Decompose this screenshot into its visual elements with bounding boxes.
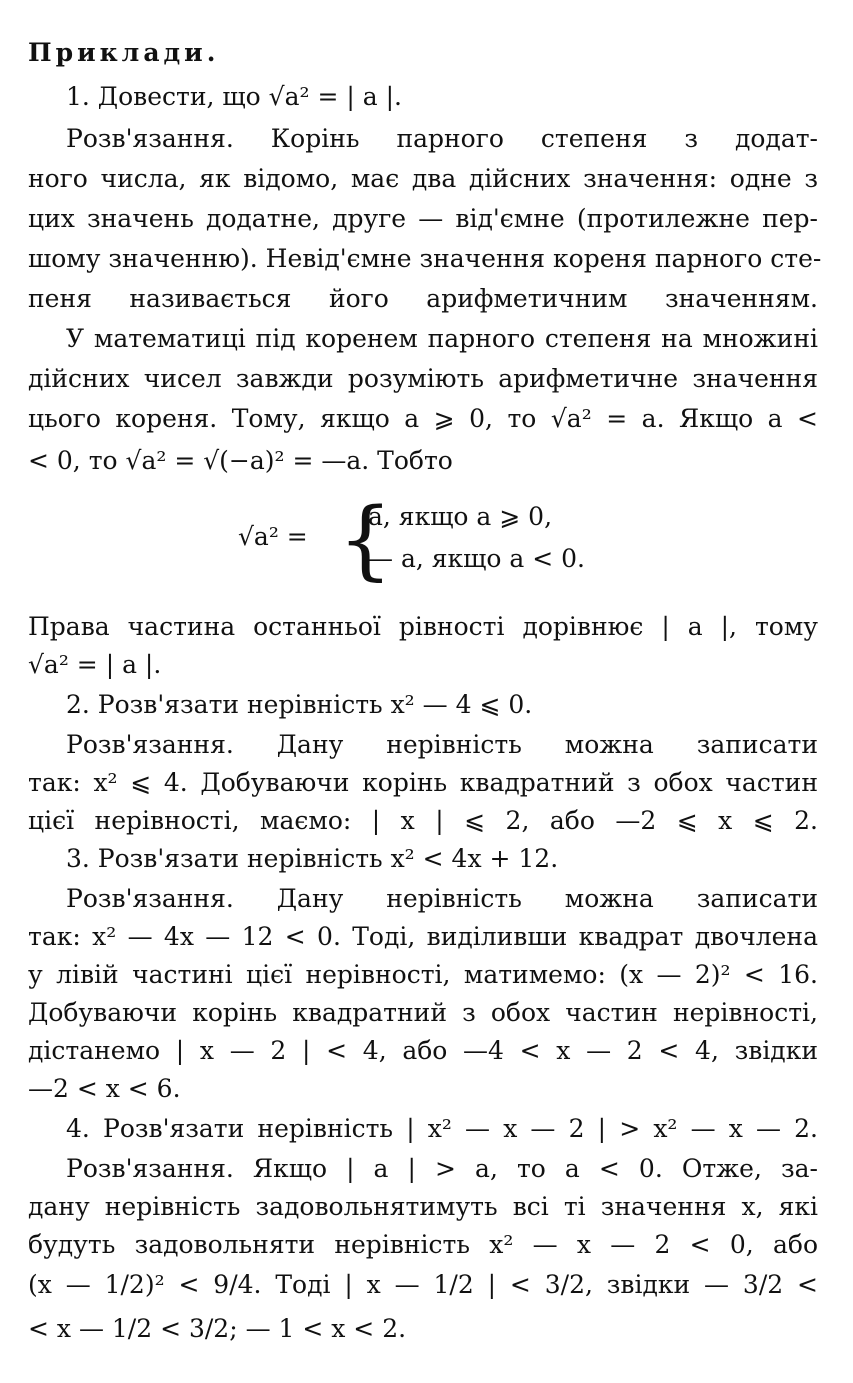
example-1-statement: 1. Довести, що √a² = | a |. — [66, 82, 402, 111]
text-line: (x — 1/2)² < 9/4. Тоді | x — 1/2 | < 3/2, звідки — 3/2 < — [28, 1270, 818, 1299]
text-line: Розв'язання. Якщо | a | > a, то a < 0. Отже, за- — [66, 1154, 818, 1183]
formula-case-1: a, якщо a ⩾ 0, — [368, 502, 553, 531]
text-line: цієї нерівності, маємо: | x | ⩽ 2, або —2 ⩽ x ⩽ 2. — [28, 806, 818, 835]
text-line: шому значенню). Невід'ємне значення кореня парного сте- — [28, 244, 822, 273]
text-line: < 0, то √a² = √(−a)² = —a. Тобто — [28, 446, 453, 475]
text-line: дійсних чисел завжди розуміють арифметичне значення — [28, 364, 818, 393]
text-line: у лівій частині цієї нерівності, матимемо: (x — 2)² < 16. — [28, 960, 818, 989]
text-line: цього кореня. Тому, якщо a ⩾ 0, то √a² = a. Якщо a < — [28, 404, 818, 433]
example-4-statement: 4. Розв'язати нерівність | x² — x — 2 | > x² — x — 2. — [66, 1114, 818, 1143]
example-2-statement: 2. Розв'язати нерівність x² — 4 ⩽ 0. — [66, 690, 533, 719]
text-line: дану нерівність задовольнятимуть всі ті значення x, які — [28, 1192, 818, 1221]
text-line: < x — 1/2 < 3/2; — 1 < x < 2. — [28, 1314, 407, 1343]
text-line: пеня називається його арифметичним значенням. — [28, 284, 818, 313]
text-line: —2 < x < 6. — [28, 1074, 181, 1103]
text-line: У математиці під коренем парного степеня на множині — [66, 324, 818, 353]
text-line: ного числа, як відомо, має два дійсних значення: одне з — [28, 164, 818, 193]
text-line: Розв'язання. Дану нерівність можна записати — [66, 884, 818, 913]
text-line: дістанемо | x — 2 | < 4, або —4 < x — 2 < 4, звідки — [28, 1036, 818, 1065]
text-line: Розв'язання. Дану нерівність можна записати — [66, 730, 818, 759]
piecewise-formula — [238, 490, 658, 590]
text-line: Права частина останньої рівності дорівнює | a |, тому — [28, 612, 818, 641]
brace: { — [338, 490, 393, 590]
formula-lhs: √a² = — [238, 522, 308, 551]
text-line: так: x² ⩽ 4. Добуваючи корінь квадратний з обох частин — [28, 768, 818, 797]
formula-case-2: — a, якщо a < 0. — [368, 544, 585, 573]
text-line: так: x² — 4x — 12 < 0. Тоді, виділивши квадрат двочлена — [28, 922, 818, 951]
text-line: будуть задовольняти нерівність x² — x — 2 < 0, або — [28, 1230, 818, 1259]
text-line: Добуваючи корінь квадратний з обох частин нерівності, — [28, 998, 818, 1027]
text-line: Розв'язання. Корінь парного степеня з додат- — [66, 124, 818, 153]
text-line: цих значень додатне, друге — від'ємне (протилежне пер- — [28, 204, 818, 233]
section-heading: Приклади. — [28, 38, 220, 67]
text-line: √a² = | a |. — [28, 650, 162, 679]
example-3-statement: 3. Розв'язати нерівність x² < 4x + 12. — [66, 844, 559, 873]
